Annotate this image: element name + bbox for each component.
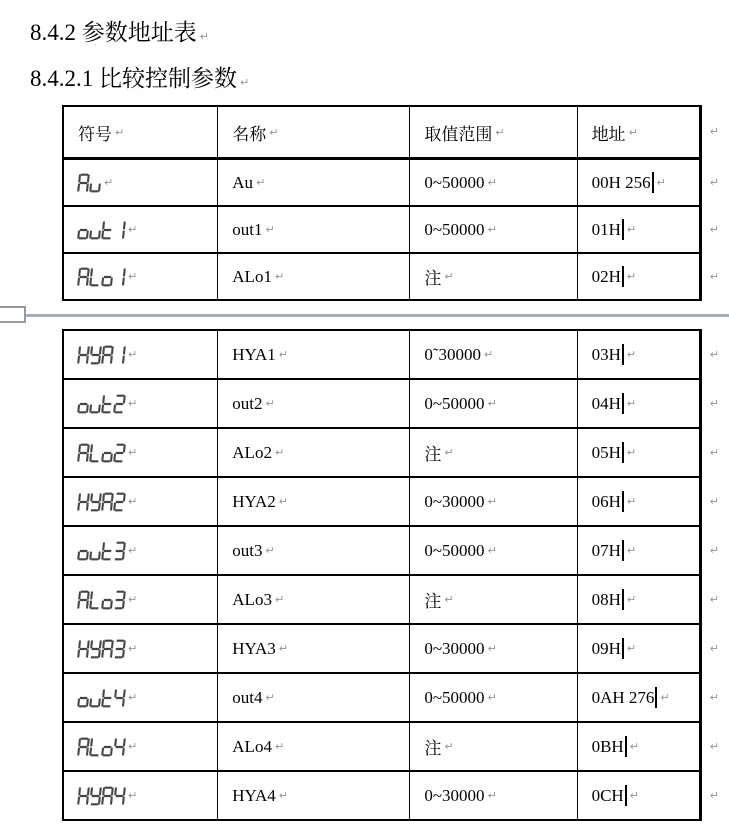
- name-cell[interactable]: [218, 429, 410, 476]
- symbol-cell[interactable]: [64, 160, 218, 205]
- param-range: 0~50000: [424, 687, 485, 707]
- range-cell[interactable]: [410, 207, 577, 252]
- paragraph-mark-icon: ↵: [495, 125, 505, 139]
- paragraph-mark-icon: ↵: [104, 176, 114, 189]
- row-end-mark-icon: ↵: [709, 222, 719, 236]
- param-name: out1: [232, 219, 263, 239]
- param-address: 0AH 276: [591, 687, 655, 707]
- paragraph-mark-icon: ↵: [656, 176, 666, 189]
- paragraph-mark-icon: ↵: [128, 789, 138, 802]
- row-end-mark-icon: ↵: [709, 175, 719, 189]
- name-cell[interactable]: [218, 674, 410, 721]
- text-cursor: [622, 266, 624, 287]
- param-range: 注: [424, 269, 442, 288]
- param-range: 0~30000: [424, 638, 485, 658]
- column-title: 地址: [591, 124, 626, 144]
- address-cell[interactable]: [578, 254, 700, 299]
- text-cursor: [625, 736, 627, 757]
- paragraph-mark-icon: ↵: [128, 223, 138, 236]
- param-name: HYA2: [232, 491, 276, 511]
- paragraph-mark-icon: ↵: [487, 642, 497, 655]
- paragraph-mark-icon: ↵: [660, 691, 670, 704]
- param-address: 04H: [591, 393, 621, 413]
- param-address: 0CH: [591, 785, 624, 805]
- paragraph-mark-icon: ↵: [128, 446, 138, 459]
- paragraph-mark-icon: ↵: [278, 495, 288, 508]
- text-cursor: [622, 638, 624, 659]
- paragraph-mark-icon: ↵: [628, 125, 638, 139]
- table-header-row: [64, 107, 719, 160]
- param-range: 0~50000: [424, 393, 485, 413]
- param-name: HYA3: [232, 638, 276, 658]
- paragraph-mark-icon: ↵: [128, 642, 138, 655]
- text-cursor: [652, 172, 654, 193]
- section-heading-8421[interactable]: [30, 60, 249, 93]
- table-row: [64, 478, 719, 527]
- param-name: Au: [232, 172, 254, 192]
- param-address: 0BH: [591, 736, 624, 756]
- paragraph-mark-icon: ↵: [128, 740, 138, 753]
- column-title: 名称: [232, 124, 267, 144]
- param-range: 0~50000: [424, 219, 485, 239]
- range-cell[interactable]: [410, 254, 577, 299]
- row-end-mark-icon: ↵: [709, 396, 719, 410]
- name-cell[interactable]: [218, 723, 410, 770]
- paragraph-mark-icon: ↵: [274, 270, 285, 283]
- range-cell[interactable]: [410, 160, 577, 205]
- paragraph-mark-icon: ↵: [487, 789, 497, 802]
- page-break-margin-marker: [0, 306, 26, 323]
- text-cursor: [622, 219, 624, 240]
- paragraph-mark-icon: ↵: [626, 642, 637, 655]
- symbol-cell[interactable]: [64, 331, 218, 378]
- table-row: [64, 527, 719, 576]
- text-cursor: [655, 687, 657, 708]
- seven-segment-symbol: [77, 394, 126, 414]
- row-end-mark-icon: ↵: [709, 445, 719, 459]
- paragraph-mark-icon: ↵: [240, 76, 250, 89]
- paragraph-mark-icon: ↵: [626, 446, 637, 459]
- param-range: 注: [424, 739, 442, 758]
- table-row: [64, 331, 719, 380]
- param-range: 注: [424, 592, 442, 611]
- paragraph-mark-icon: ↵: [487, 397, 497, 410]
- symbol-cell[interactable]: [64, 207, 218, 252]
- param-address: 09H: [591, 638, 621, 658]
- param-address: 07H: [591, 540, 621, 560]
- paragraph-mark-icon: ↵: [265, 397, 275, 410]
- paragraph-mark-icon: ↵: [274, 446, 285, 459]
- param-address: 03H: [591, 344, 621, 364]
- param-name: ALo1: [232, 266, 272, 286]
- range-cell[interactable]: [410, 331, 577, 378]
- paragraph-mark-icon: ↵: [626, 397, 637, 410]
- paragraph-mark-icon: ↵: [487, 544, 497, 557]
- symbol-cell[interactable]: [64, 723, 218, 770]
- table-row: [64, 254, 719, 299]
- range-cell[interactable]: [410, 674, 577, 721]
- text-cursor: [622, 393, 624, 414]
- table-row: [64, 723, 719, 772]
- paragraph-mark-icon: ↵: [128, 348, 138, 361]
- address-cell[interactable]: [578, 723, 700, 770]
- paragraph-mark-icon: ↵: [626, 223, 637, 236]
- paragraph-mark-icon: ↵: [199, 30, 209, 43]
- paragraph-mark-icon: ↵: [274, 740, 285, 753]
- param-name: out2: [232, 393, 263, 413]
- range-cell[interactable]: [410, 478, 577, 525]
- seven-segment-symbol: [77, 590, 126, 610]
- param-name: ALo2: [232, 442, 272, 462]
- range-cell[interactable]: [410, 380, 577, 427]
- table-row: [64, 429, 719, 478]
- range-cell[interactable]: [410, 527, 577, 574]
- row-end-mark-icon: ↵: [709, 788, 719, 802]
- row-end-mark-icon: ↵: [709, 641, 719, 655]
- address-cell[interactable]: [578, 207, 700, 252]
- seven-segment-symbol: [77, 688, 126, 708]
- seven-segment-symbol: [77, 345, 126, 365]
- paragraph-mark-icon: ↵: [626, 270, 637, 283]
- paragraph-mark-icon: ↵: [265, 223, 275, 236]
- address-cell[interactable]: [578, 429, 700, 476]
- param-address: 06H: [591, 491, 621, 511]
- symbol-cell[interactable]: [64, 254, 218, 299]
- table-row: [64, 625, 719, 674]
- seven-segment-symbol: [77, 173, 102, 193]
- section-heading-842[interactable]: [30, 14, 209, 47]
- paragraph-mark-icon: ↵: [626, 593, 637, 606]
- paragraph-mark-icon: ↵: [128, 593, 138, 606]
- table-row: [64, 674, 719, 723]
- paragraph-mark-icon: ↵: [444, 446, 454, 459]
- heading-text[interactable]: 8.4.2 参数地址表: [30, 20, 197, 45]
- seven-segment-symbol: [77, 220, 126, 240]
- name-cell[interactable]: [218, 207, 410, 252]
- row-end-mark-icon: ↵: [709, 494, 719, 508]
- row-end-mark-icon: ↵: [709, 124, 719, 138]
- symbol-cell[interactable]: [64, 527, 218, 574]
- param-address: 08H: [591, 589, 621, 609]
- param-range: 0˜30000: [424, 344, 482, 364]
- param-range: 0~30000: [424, 785, 485, 805]
- table-row: [64, 207, 719, 254]
- header-cell-symbol[interactable]: [64, 107, 218, 157]
- column-title: 符号: [78, 124, 112, 144]
- paragraph-mark-icon: ↵: [128, 397, 138, 410]
- param-range: 0~50000: [424, 540, 485, 560]
- paragraph-mark-icon: ↵: [278, 789, 288, 802]
- row-end-mark-icon: ↵: [709, 347, 719, 361]
- paragraph-mark-icon: ↵: [629, 740, 639, 753]
- param-name: out3: [232, 540, 263, 560]
- param-range: 注: [424, 445, 442, 464]
- param-address: 01H: [591, 219, 621, 239]
- symbol-cell[interactable]: [64, 674, 218, 721]
- paragraph-mark-icon: ↵: [626, 544, 637, 557]
- name-cell[interactable]: [218, 478, 410, 525]
- param-name: HYA1: [232, 344, 276, 364]
- paragraph-mark-icon: ↵: [487, 495, 497, 508]
- symbol-cell[interactable]: [64, 380, 218, 427]
- param-name: out4: [232, 687, 263, 707]
- table-row: [64, 576, 719, 625]
- table-row: [64, 380, 719, 429]
- paragraph-mark-icon: ↵: [128, 270, 138, 283]
- paragraph-mark-icon: ↵: [626, 348, 637, 361]
- seven-segment-symbol: [77, 786, 126, 806]
- address-cell[interactable]: [578, 478, 700, 525]
- symbol-cell[interactable]: [64, 576, 218, 623]
- address-cell[interactable]: [578, 674, 700, 721]
- param-address: 05H: [591, 442, 621, 462]
- address-cell[interactable]: [578, 576, 700, 623]
- paragraph-mark-icon: ↵: [265, 691, 275, 704]
- range-cell[interactable]: [410, 576, 577, 623]
- param-name: ALo4: [232, 736, 272, 756]
- column-title: 取值范围: [424, 124, 493, 144]
- text-cursor: [622, 344, 624, 365]
- address-cell[interactable]: [578, 160, 700, 205]
- seven-segment-symbol: [77, 443, 126, 463]
- paragraph-mark-icon: ↵: [444, 270, 454, 283]
- name-cell[interactable]: [218, 331, 410, 378]
- row-end-mark-icon: ↵: [709, 690, 719, 704]
- address-cell[interactable]: [578, 380, 700, 427]
- paragraph-mark-icon: ↵: [626, 495, 637, 508]
- name-cell[interactable]: [218, 625, 410, 672]
- paragraph-mark-icon: ↵: [265, 544, 275, 557]
- name-cell[interactable]: [218, 772, 410, 819]
- address-cell[interactable]: [578, 331, 700, 378]
- paragraph-mark-icon: ↵: [487, 223, 497, 236]
- paragraph-mark-icon: ↵: [128, 495, 138, 508]
- range-cell[interactable]: [410, 625, 577, 672]
- paragraph-mark-icon: ↵: [487, 176, 497, 189]
- name-cell[interactable]: [218, 527, 410, 574]
- name-cell[interactable]: [218, 254, 410, 299]
- name-cell[interactable]: [218, 380, 410, 427]
- text-cursor: [622, 540, 624, 561]
- paragraph-mark-icon: ↵: [128, 544, 138, 557]
- param-address: 00H 256: [591, 172, 651, 192]
- range-cell[interactable]: [410, 772, 577, 819]
- parameter-table-part1: [62, 105, 719, 301]
- symbol-cell[interactable]: [64, 625, 218, 672]
- row-end-mark-icon: ↵: [709, 543, 719, 557]
- seven-segment-symbol: [77, 737, 126, 757]
- param-address: 02H: [591, 266, 621, 286]
- seven-segment-symbol: [77, 541, 126, 561]
- address-cell[interactable]: [578, 625, 700, 672]
- parameter-table-part2: [62, 329, 719, 821]
- heading-text[interactable]: 8.4.2.1 比较控制参数: [30, 66, 237, 91]
- paragraph-mark-icon: ↵: [444, 593, 454, 606]
- paragraph-mark-icon: ↵: [269, 125, 279, 139]
- paragraph-mark-icon: ↵: [128, 691, 138, 704]
- param-name: ALo3: [232, 589, 272, 609]
- header-cell-address[interactable]: [578, 107, 700, 157]
- paragraph-mark-icon: ↵: [444, 740, 454, 753]
- paragraph-mark-icon: ↵: [278, 642, 288, 655]
- text-cursor: [625, 785, 627, 806]
- paragraph-mark-icon: ↵: [484, 348, 494, 361]
- page-break-line: [0, 314, 729, 317]
- row-end-mark-icon: ↵: [709, 269, 719, 283]
- text-cursor: [622, 442, 624, 463]
- paragraph-mark-icon: ↵: [115, 125, 125, 139]
- symbol-cell[interactable]: [64, 429, 218, 476]
- table-row: [64, 160, 719, 207]
- seven-segment-symbol: [77, 267, 126, 287]
- header-cell-range[interactable]: [410, 107, 577, 157]
- paragraph-mark-icon: ↵: [256, 176, 266, 189]
- address-cell[interactable]: [578, 527, 700, 574]
- text-cursor: [622, 589, 624, 610]
- paragraph-mark-icon: ↵: [629, 789, 639, 802]
- header-cell-name[interactable]: [218, 107, 410, 157]
- name-cell[interactable]: [218, 160, 410, 205]
- seven-segment-symbol: [77, 492, 126, 512]
- param-name: HYA4: [232, 785, 276, 805]
- seven-segment-symbol: [77, 639, 126, 659]
- row-end-mark-icon: ↵: [709, 739, 719, 753]
- range-cell[interactable]: [410, 429, 577, 476]
- paragraph-mark-icon: ↵: [487, 691, 497, 704]
- paragraph-mark-icon: ↵: [274, 593, 285, 606]
- symbol-cell[interactable]: [64, 772, 218, 819]
- address-cell[interactable]: [578, 772, 700, 819]
- symbol-cell[interactable]: [64, 478, 218, 525]
- table-row: [64, 772, 719, 819]
- row-end-mark-icon: ↵: [709, 592, 719, 606]
- param-range: 0~30000: [424, 491, 485, 511]
- text-cursor: [622, 491, 624, 512]
- paragraph-mark-icon: ↵: [278, 348, 288, 361]
- param-range: 0~50000: [424, 172, 485, 192]
- range-cell[interactable]: [410, 723, 577, 770]
- name-cell[interactable]: [218, 576, 410, 623]
